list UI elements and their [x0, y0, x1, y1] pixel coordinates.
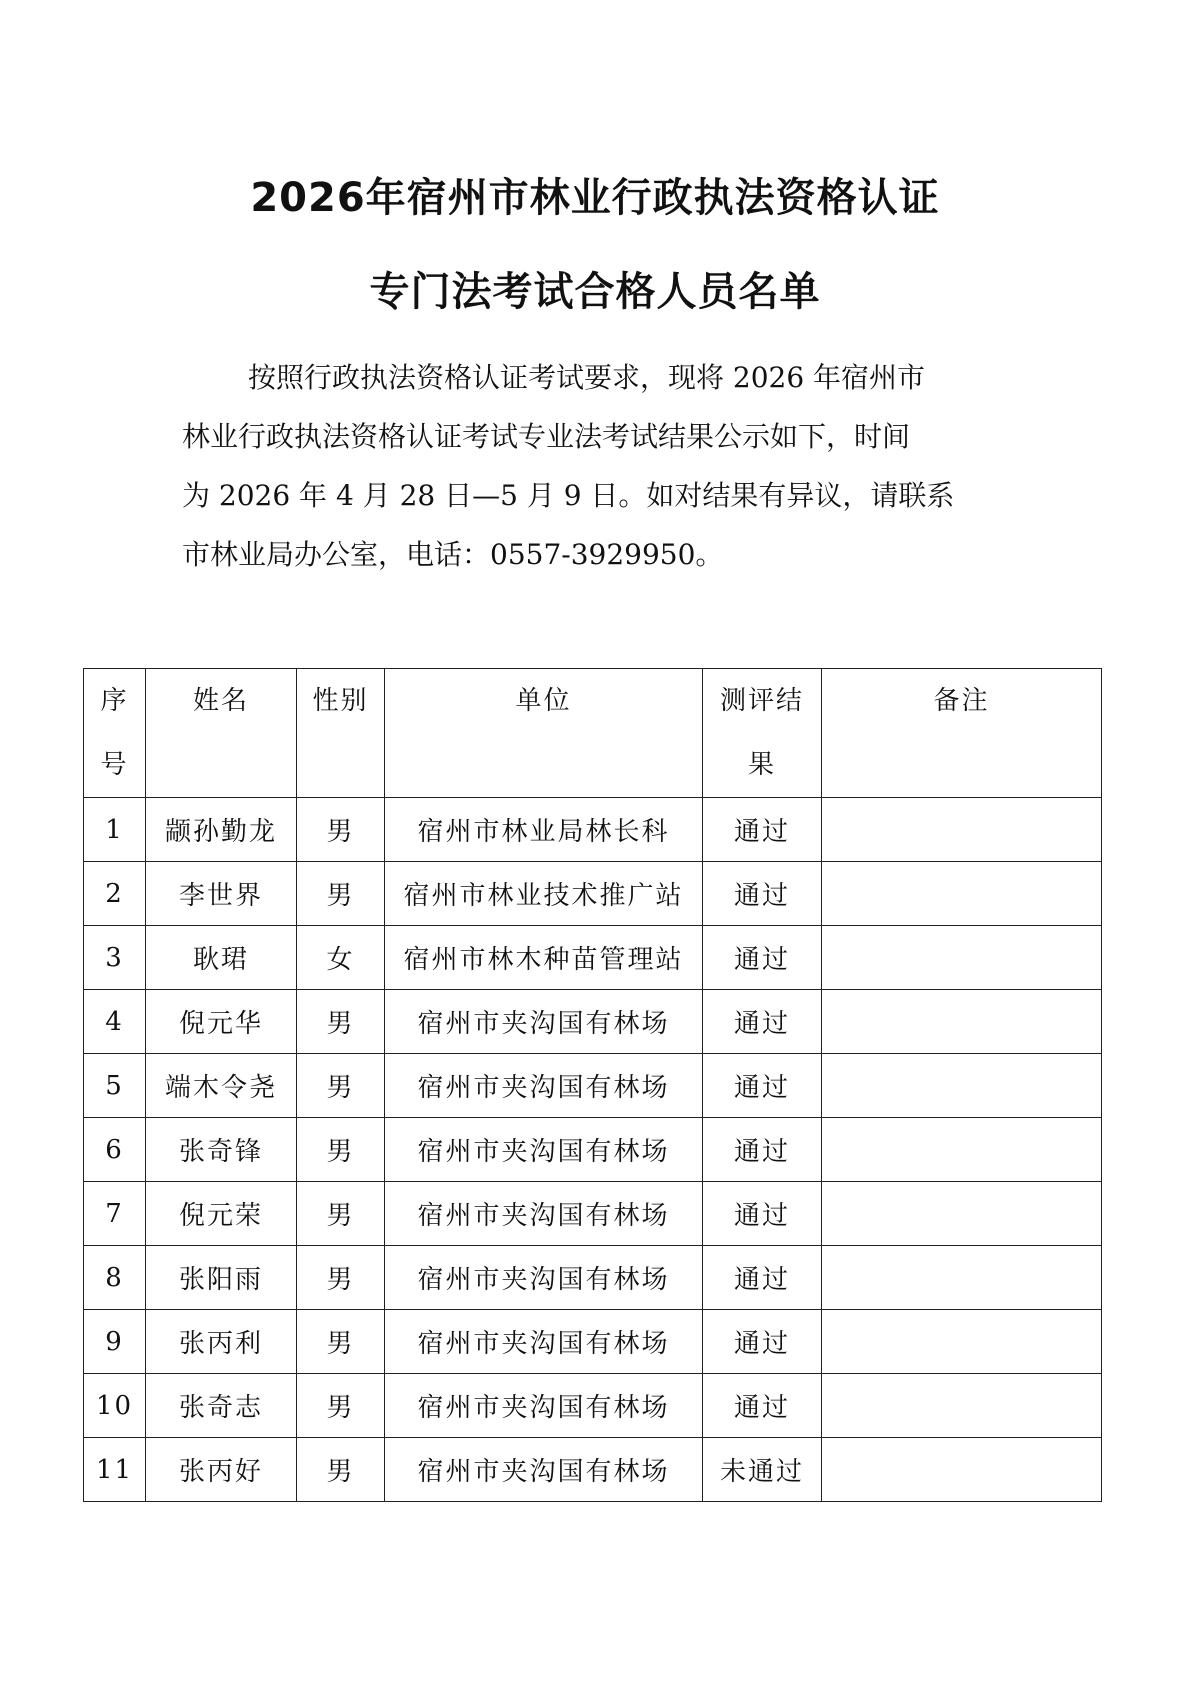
notice-line: 林业行政执法资格认证考试专业法考试结果公示如下，时间: [182, 420, 911, 453]
document-title-line-2: 专门法考试合格人员名单: [369, 269, 821, 315]
cell-result: 通过: [703, 1374, 822, 1438]
cell-seq: 4: [84, 990, 146, 1054]
header-name: 姓名: [146, 669, 297, 798]
cell-unit: 宿州市夹沟国有林场: [385, 1374, 703, 1438]
header-seq: 序号: [84, 669, 146, 798]
cell-seq: 1: [84, 798, 146, 862]
cell-remark: [822, 1054, 1102, 1118]
cell-seq: 2: [84, 862, 146, 926]
cell-seq: 9: [84, 1310, 146, 1374]
notice-line: 按照行政执法资格认证考试要求，现将 2026 年宿州市: [248, 361, 926, 394]
cell-result: 通过: [703, 798, 822, 862]
cell-remark: [822, 1246, 1102, 1310]
cell-remark: [822, 1310, 1102, 1374]
cell-name: 倪元荣: [146, 1182, 297, 1246]
header-result: 测评结果: [703, 669, 822, 798]
cell-name: 端木令尧: [146, 1054, 297, 1118]
table-row: [84, 1310, 1102, 1374]
cell-seq: 6: [84, 1118, 146, 1182]
cell-result: 通过: [703, 990, 822, 1054]
cell-remark: [822, 990, 1102, 1054]
cell-result: 通过: [703, 1118, 822, 1182]
cell-name: 张奇锋: [146, 1118, 297, 1182]
cell-seq: 5: [84, 1054, 146, 1118]
cell-remark: [822, 1118, 1102, 1182]
cell-unit: 宿州市夹沟国有林场: [385, 1182, 703, 1246]
header-gender: 性别: [297, 669, 385, 798]
cell-unit: 宿州市夹沟国有林场: [385, 1118, 703, 1182]
cell-gender: 男: [297, 798, 385, 862]
cell-unit: 宿州市林木种苗管理站: [385, 926, 703, 990]
cell-result: 通过: [703, 1246, 822, 1310]
cell-result: 未通过: [703, 1438, 822, 1502]
cell-seq: 7: [84, 1182, 146, 1246]
cell-seq: 3: [84, 926, 146, 990]
cell-remark: [822, 1374, 1102, 1438]
cell-name: 耿珺: [146, 926, 297, 990]
table-row: [84, 1246, 1102, 1310]
cell-result: 通过: [703, 926, 822, 990]
notice-paragraph: [182, 348, 1042, 584]
cell-gender: 男: [297, 1246, 385, 1310]
cell-gender: 男: [297, 1118, 385, 1182]
cell-name: 张丙好: [146, 1438, 297, 1502]
cell-gender: 男: [297, 1054, 385, 1118]
cell-unit: 宿州市夹沟国有林场: [385, 990, 703, 1054]
cell-name: 张奇志: [146, 1374, 297, 1438]
cell-unit: 宿州市夹沟国有林场: [385, 1310, 703, 1374]
cell-gender: 男: [297, 990, 385, 1054]
cell-result: 通过: [703, 862, 822, 926]
table-row: [84, 862, 1102, 926]
table-row: [84, 1118, 1102, 1182]
table-header-row: [84, 669, 1102, 798]
cell-seq: 8: [84, 1246, 146, 1310]
cell-unit: 宿州市林业技术推广站: [385, 862, 703, 926]
cell-gender: 男: [297, 1374, 385, 1438]
cell-result: 通过: [703, 1054, 822, 1118]
cell-unit: 宿州市夹沟国有林场: [385, 1054, 703, 1118]
header-unit: 单位: [385, 669, 703, 798]
table-row: [84, 990, 1102, 1054]
table-row: [84, 926, 1102, 990]
table-row: [84, 1438, 1102, 1502]
cell-result: 通过: [703, 1182, 822, 1246]
results-table: [83, 668, 1102, 1502]
cell-name: 张阳雨: [146, 1246, 297, 1310]
cell-name: 张丙利: [146, 1310, 297, 1374]
table-row: [84, 1374, 1102, 1438]
cell-gender: 男: [297, 862, 385, 926]
table-row: [84, 798, 1102, 862]
cell-remark: [822, 862, 1102, 926]
cell-name: 颛孙勤龙: [146, 798, 297, 862]
cell-unit: 宿州市林业局林长科: [385, 798, 703, 862]
cell-name: 李世界: [146, 862, 297, 926]
notice-line: 为 2026 年 4 月 28 日—5 月 9 日。如对结果有异议，请联系: [182, 479, 955, 512]
cell-gender: 男: [297, 1310, 385, 1374]
cell-gender: 男: [297, 1182, 385, 1246]
notice-line: 市林业局办公室，电话：0557-3929950。: [182, 538, 724, 571]
cell-gender: 男: [297, 1438, 385, 1502]
cell-seq: 11: [84, 1438, 146, 1502]
cell-gender: 女: [297, 926, 385, 990]
cell-remark: [822, 926, 1102, 990]
cell-unit: 宿州市夹沟国有林场: [385, 1438, 703, 1502]
cell-result: 通过: [703, 1310, 822, 1374]
document-title-line-1: 2026年宿州市林业行政执法资格认证: [250, 175, 940, 221]
cell-remark: [822, 798, 1102, 862]
cell-unit: 宿州市夹沟国有林场: [385, 1246, 703, 1310]
cell-name: 倪元华: [146, 990, 297, 1054]
table-row: [84, 1054, 1102, 1118]
table-row: [84, 1182, 1102, 1246]
header-remark: 备注: [822, 669, 1102, 798]
cell-remark: [822, 1182, 1102, 1246]
cell-remark: [822, 1438, 1102, 1502]
cell-seq: 10: [84, 1374, 146, 1438]
